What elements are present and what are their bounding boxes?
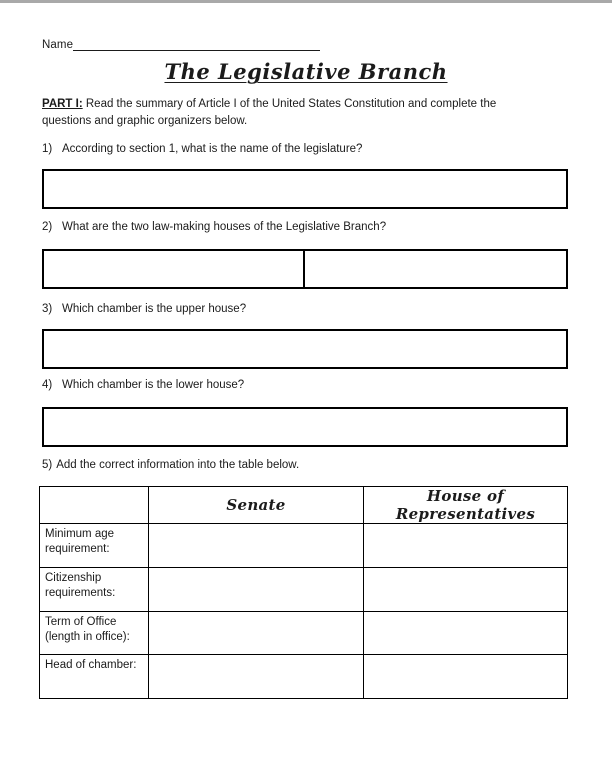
cell-senate-term[interactable]	[149, 612, 364, 655]
answer-box-q2-right[interactable]	[305, 251, 566, 287]
question-2-label	[42, 221, 386, 233]
part1-text: Read the summary of Article I of the United States Constitution and complete the questions and graphic organizers below.	[42, 98, 497, 127]
answer-box-q4[interactable]	[42, 407, 568, 447]
question-5-label	[42, 459, 299, 471]
name-row	[42, 37, 320, 51]
page-top-edge	[0, 0, 612, 3]
question-1-number: 1)	[42, 143, 53, 155]
question-4-text: Which chamber is the lower house?	[62, 379, 245, 391]
answer-box-q2-left[interactable]	[44, 251, 305, 287]
question-3-number: 3)	[42, 303, 53, 315]
row-label-citizenship: Citizenship requirements:	[40, 568, 149, 612]
question-1-label	[42, 143, 362, 155]
answer-box-q3[interactable]	[42, 329, 568, 369]
question-3-label	[42, 303, 246, 315]
part1-instructions	[42, 96, 544, 130]
info-table	[39, 486, 568, 699]
row-label-minimum-age: Minimum age requirement:	[40, 524, 149, 568]
house-column-header: House of Representatives	[364, 487, 568, 524]
page-title: The Legislative Branch	[164, 59, 448, 84]
title-wrap	[0, 59, 612, 84]
row-label-term-of-office: Term of Office (length in office):	[40, 612, 149, 655]
table-corner-cell	[40, 487, 149, 524]
question-4-label	[42, 379, 244, 391]
row-label-head-of-chamber: Head of chamber:	[40, 655, 149, 699]
question-1-text: According to section 1, what is the name of the legislature?	[62, 143, 363, 155]
answer-box-q2	[42, 249, 568, 289]
table-header-row	[40, 487, 568, 524]
question-2-text: What are the two law-making houses of the Legislative Branch?	[62, 221, 387, 233]
question-3-text: Which chamber is the upper house?	[62, 303, 247, 315]
table-row	[40, 524, 568, 568]
part1-label: PART I:	[42, 98, 83, 110]
question-5-number: 5)	[42, 459, 53, 471]
question-4-number: 4)	[42, 379, 53, 391]
cell-house-minimum-age[interactable]	[364, 524, 568, 568]
question-5-text: Add the correct information into the table below.	[56, 459, 300, 471]
senate-column-header: Senate	[149, 487, 364, 524]
cell-senate-citizenship[interactable]	[149, 568, 364, 612]
cell-house-citizenship[interactable]	[364, 568, 568, 612]
table-row	[40, 612, 568, 655]
cell-senate-minimum-age[interactable]	[149, 524, 364, 568]
table-row	[40, 655, 568, 699]
name-label: Name	[42, 39, 74, 51]
question-2-number: 2)	[42, 221, 53, 233]
table-row	[40, 568, 568, 612]
name-blank-line[interactable]	[73, 37, 320, 51]
cell-house-head[interactable]	[364, 655, 568, 699]
cell-senate-head[interactable]	[149, 655, 364, 699]
cell-house-term[interactable]	[364, 612, 568, 655]
answer-box-q1[interactable]	[42, 169, 568, 209]
